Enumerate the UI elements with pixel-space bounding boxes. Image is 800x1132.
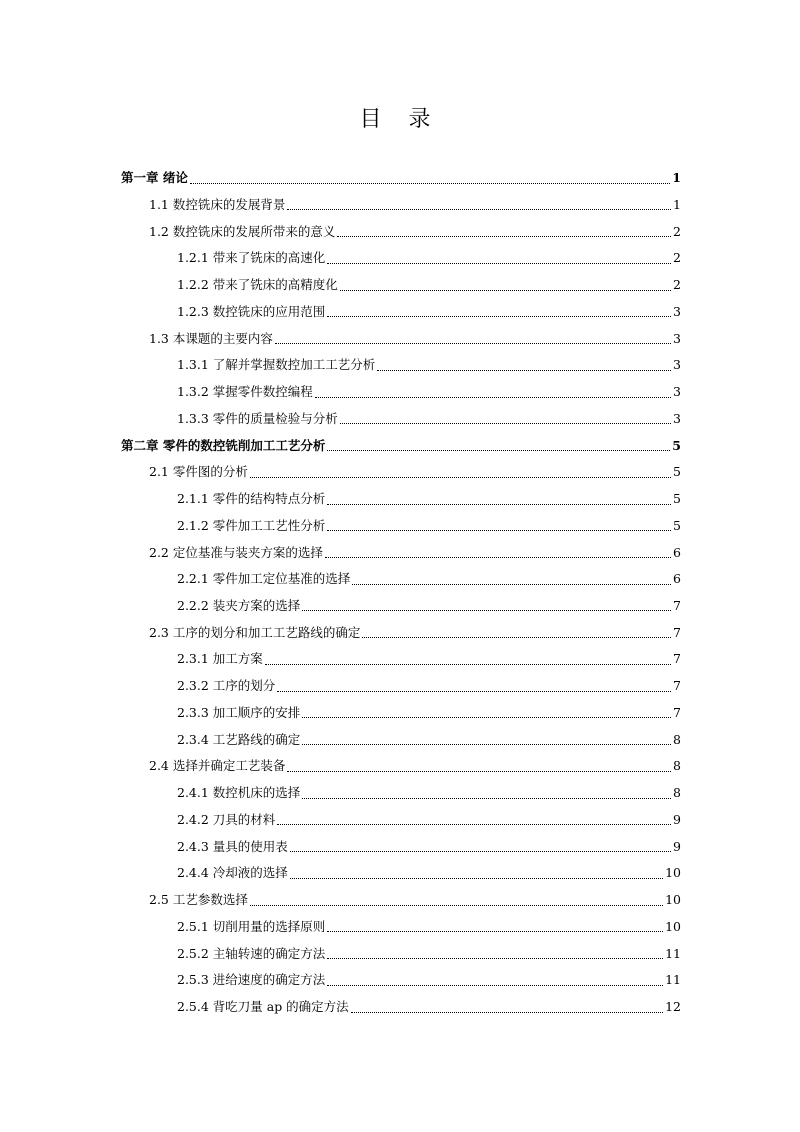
toc-page-number: 7 xyxy=(673,624,681,640)
toc-subsection-entry[interactable] xyxy=(121,510,681,537)
toc-entry-title: 2.2.2 装夹方案的选择 xyxy=(177,597,301,613)
dot-leader xyxy=(290,878,663,879)
toc-entry-title: 2.3.1 加工方案 xyxy=(177,651,263,667)
toc-page-number: 8 xyxy=(673,758,681,774)
dot-leader xyxy=(325,557,671,558)
toc-subsection-entry[interactable] xyxy=(121,670,681,697)
toc-page-number: 8 xyxy=(673,785,681,801)
dot-leader xyxy=(302,717,671,718)
dot-leader xyxy=(190,183,670,184)
toc-page-number: 2 xyxy=(673,250,681,266)
toc-page-number: 1 xyxy=(673,196,681,212)
dot-leader xyxy=(302,798,671,799)
toc-subsection-entry[interactable] xyxy=(121,777,681,804)
dot-leader xyxy=(362,637,671,638)
toc-page-number: 3 xyxy=(673,303,681,319)
toc-page-number: 9 xyxy=(673,811,681,827)
dot-leader xyxy=(351,1012,663,1013)
toc-subsection-entry[interactable] xyxy=(121,723,681,750)
toc-subsection-entry[interactable] xyxy=(121,937,681,964)
toc-section-entry[interactable] xyxy=(121,616,681,643)
toc-subsection-entry[interactable] xyxy=(121,563,681,590)
dot-leader xyxy=(327,931,663,932)
toc-page-number: 5 xyxy=(672,437,681,453)
toc-entry-title: 2.5.4 背吃刀量 ap 的确定方法 xyxy=(177,999,349,1014)
toc-entry-title: 2.3 工序的划分和加工工艺路线的确定 xyxy=(149,624,361,640)
toc-page-number: 1 xyxy=(672,170,681,186)
toc-page-number: 11 xyxy=(665,972,681,988)
toc-section-entry[interactable] xyxy=(121,750,681,777)
toc-subsection-entry[interactable] xyxy=(121,349,681,376)
toc-subsection-entry[interactable] xyxy=(121,376,681,403)
toc-page-number: 6 xyxy=(673,544,681,560)
toc-subsection-entry[interactable] xyxy=(121,991,681,1018)
dot-leader xyxy=(287,771,671,772)
toc-entry-title: 2.5.2 主轴转速的确定方法 xyxy=(177,945,326,961)
toc-subsection-entry[interactable] xyxy=(121,830,681,857)
toc-entry-title: 2.2.1 零件加工定位基准的选择 xyxy=(177,571,351,587)
toc-section-entry[interactable] xyxy=(121,536,681,563)
toc-entry-title: 1.3.1 了解并掌握数控加工工艺分析 xyxy=(177,357,376,373)
toc-page-number: 3 xyxy=(673,384,681,400)
toc-page-number: 7 xyxy=(673,678,681,694)
toc-entry-title: 2.5.3 进给速度的确定方法 xyxy=(177,972,326,988)
dot-leader xyxy=(290,851,671,852)
toc-entry-title: 2.1.1 零件的结构特点分析 xyxy=(177,491,326,507)
toc-subsection-entry[interactable] xyxy=(121,857,681,884)
toc-entry-title: 2.4.2 刀具的材料 xyxy=(177,811,276,827)
toc-entry-title: 1.2 数控铣床的发展所带来的意义 xyxy=(149,223,336,239)
toc-entry-title: 第二章 零件的数控铣削加工工艺分析 xyxy=(121,437,326,453)
dot-leader xyxy=(277,824,671,825)
toc-subsection-entry[interactable] xyxy=(121,804,681,831)
toc-page-number: 7 xyxy=(673,651,681,667)
toc-section-entry[interactable] xyxy=(121,322,681,349)
toc-page-number: 6 xyxy=(673,571,681,587)
dot-leader xyxy=(275,343,671,344)
toc-subsection-entry[interactable] xyxy=(121,242,681,269)
toc-entry-title: 2.5 工艺参数选择 xyxy=(149,892,248,908)
toc-entry-title: 2.3.3 加工顺序的安排 xyxy=(177,704,301,720)
dot-leader xyxy=(327,985,663,986)
dot-leader xyxy=(250,477,671,478)
dot-leader xyxy=(327,504,671,505)
dot-leader xyxy=(327,530,671,531)
dot-leader xyxy=(250,905,663,906)
toc-entry-title: 2.3.4 工艺路线的确定 xyxy=(177,731,301,747)
dot-leader xyxy=(327,263,671,264)
toc-entry-title: 1.3.3 零件的质量检验与分析 xyxy=(177,410,338,426)
toc-entry-title: 2.2 定位基准与装夹方案的选择 xyxy=(149,544,323,560)
toc-subsection-entry[interactable] xyxy=(121,590,681,617)
toc-page-number: 3 xyxy=(673,410,681,426)
dot-leader xyxy=(277,691,671,692)
dot-leader xyxy=(302,610,671,611)
toc-entry-title: 2.4.4 冷却液的选择 xyxy=(177,865,288,881)
toc-entry-title: 1.3.2 掌握零件数控编程 xyxy=(177,384,313,400)
toc-entry-title: 1.2.3 数控铣床的应用范围 xyxy=(177,303,326,319)
toc-entry-title: 2.1 零件图的分析 xyxy=(149,464,248,480)
toc-page-number: 12 xyxy=(665,999,681,1014)
toc-section-entry[interactable] xyxy=(121,215,681,242)
dot-leader xyxy=(265,664,671,665)
toc-entry-title: 1.2.2 带来了铣床的高精度化 xyxy=(177,277,338,293)
dot-leader xyxy=(377,370,671,371)
toc-page-number: 3 xyxy=(673,330,681,346)
toc-subsection-entry[interactable] xyxy=(121,964,681,991)
toc-entry-title: 2.1.2 零件加工工艺性分析 xyxy=(177,517,326,533)
toc-page-number: 10 xyxy=(665,918,681,934)
toc-page-number: 11 xyxy=(665,945,681,961)
toc-entry-title: 1.2.1 带来了铣床的高速化 xyxy=(177,250,326,266)
page-title: 目 录 xyxy=(359,107,441,132)
toc-subsection-entry[interactable] xyxy=(121,483,681,510)
dot-leader xyxy=(352,584,671,585)
toc-subsection-entry[interactable] xyxy=(121,643,681,670)
toc-page-number: 5 xyxy=(673,491,681,507)
toc-subsection-entry[interactable] xyxy=(121,911,681,938)
table-of-contents xyxy=(121,162,681,1018)
toc-section-entry[interactable] xyxy=(121,884,681,911)
toc-page-number: 9 xyxy=(673,838,681,854)
toc-page-number: 10 xyxy=(665,892,681,908)
toc-chapter-entry[interactable] xyxy=(121,162,681,189)
toc-subsection-entry[interactable] xyxy=(121,697,681,724)
toc-entry-title: 1.3 本课题的主要内容 xyxy=(149,330,273,346)
toc-page-number: 7 xyxy=(673,597,681,613)
dot-leader xyxy=(340,423,671,424)
toc-subsection-entry[interactable] xyxy=(121,269,681,296)
toc-page-number: 3 xyxy=(673,357,681,373)
toc-page-number: 10 xyxy=(665,865,681,881)
dot-leader xyxy=(302,744,671,745)
dot-leader xyxy=(327,316,671,317)
dot-leader xyxy=(337,236,671,237)
toc-page-number: 5 xyxy=(673,464,681,480)
toc-entry-title: 2.4.1 数控机床的选择 xyxy=(177,785,301,801)
toc-entry-title: 2.3.2 工序的划分 xyxy=(177,678,276,694)
toc-page-number: 2 xyxy=(673,223,681,239)
toc-entry-title: 2.5.1 切削用量的选择原则 xyxy=(177,918,326,934)
toc-section-entry[interactable] xyxy=(121,189,681,216)
dot-leader xyxy=(340,290,671,291)
dot-leader xyxy=(327,958,663,959)
toc-entry-title: 1.1 数控铣床的发展背景 xyxy=(149,196,286,212)
toc-page-number: 8 xyxy=(673,731,681,747)
toc-page-number: 2 xyxy=(673,277,681,293)
dot-leader xyxy=(287,209,671,210)
toc-entry-title: 2.4 选择并确定工艺装备 xyxy=(149,758,286,774)
toc-page-number: 7 xyxy=(673,704,681,720)
toc-subsection-entry[interactable] xyxy=(121,403,681,430)
toc-entry-title: 第一章 绪论 xyxy=(121,170,188,186)
toc-section-entry[interactable] xyxy=(121,456,681,483)
toc-chapter-entry[interactable] xyxy=(121,429,681,456)
toc-entry-title: 2.4.3 量具的使用表 xyxy=(177,838,288,854)
toc-page-number: 5 xyxy=(673,517,681,533)
dot-leader xyxy=(327,450,670,451)
dot-leader xyxy=(315,397,671,398)
toc-subsection-entry[interactable] xyxy=(121,296,681,323)
